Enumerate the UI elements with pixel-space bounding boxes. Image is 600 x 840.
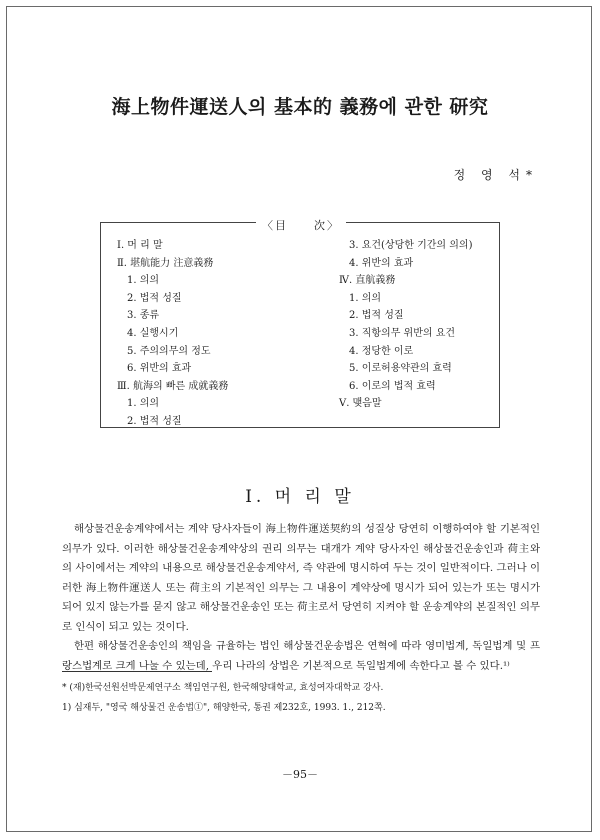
toc-right-column <box>339 237 472 413</box>
toc-item: 1. 의의 <box>349 292 382 304</box>
toc-item: Ⅲ. 航海의 빠른 成就義務 <box>117 380 229 392</box>
toc-item: 3. 요건(상당한 기간의 의의) <box>349 240 473 251</box>
footnote: * (재)한국선원선박문제연구소 책임연구원, 한국해양대학교, 효성여자대학교 강사. <box>62 683 384 693</box>
footnotes <box>62 678 542 718</box>
toc-left-column <box>117 237 228 431</box>
toc-item: 5. 주의의무의 정도 <box>127 345 211 357</box>
toc-item: 6. 위반의 효과 <box>127 363 192 375</box>
footnote: 1) 심재두, "영국 해상물건 운송법①", 해양한국, 통권 제232호, 1993. 1., 212쪽. <box>62 703 386 713</box>
toc-item: 3. 직항의무 위반의 요건 <box>349 327 456 339</box>
toc-item: Ⅱ. 堪航能力 注意義務 <box>117 257 214 269</box>
page-number: －95－ <box>282 768 318 781</box>
toc-item: Ⅳ. 直航義務 <box>339 275 396 287</box>
toc-item: 1. 의의 <box>127 398 160 410</box>
toc-item: 6. 이로의 법적 효력 <box>349 380 436 392</box>
toc-heading: 〈目 次〉 <box>256 219 346 232</box>
toc-item: 4. 위반의 효과 <box>349 257 414 269</box>
paper-title: 海上物件運送人의 基本的 義務에 관한 研究 <box>111 96 489 118</box>
toc-item: 4. 실행시기 <box>127 327 179 339</box>
toc-item: 2. 법적 성질 <box>127 292 182 304</box>
toc-item: 4. 정당한 이로 <box>349 345 414 357</box>
toc-heading-wrap <box>101 214 501 233</box>
toc-item: 1. 의의 <box>127 275 160 287</box>
toc-item: Ⅰ. 머 리 말 <box>117 240 163 251</box>
toc-item: Ⅴ. 맺음말 <box>339 398 382 410</box>
body-text <box>62 520 540 676</box>
toc-item: 2. 법적 성질 <box>127 415 182 427</box>
toc-item: 2. 법적 성질 <box>349 310 404 322</box>
footnote-divider <box>62 671 212 672</box>
section-heading: Ⅰ. 머 리 말 <box>245 487 355 507</box>
table-of-contents <box>100 219 500 428</box>
paragraph: 해상물건운송계약에서는 계약 당사자들이 海上物件運送契約의 성질상 당연히 이행하여야 할 기본적인 의무가 있다. 이러한 해상물건운송계약상의 권리 의무는 대개가 계약 당사자인 해상물건운송인과 荷主와의 사이에서는 계약의 내용으로 해상물건운송계약서, 즉 약관에 명시하여 두는 것이 일반적이다. 그러나 이러한 海上物件運送人 또는 荷主의 기본적인 의무는 그 내용이 계약상에 명시가 되어 있는가 또는 명시가 되어 있지 않는가를 묻지 않고 해상물건운송인 또는 荷主로서 당연히 지켜야 할 운송계약의 본질적인 의무로 인식이 되고 있는 것이다. <box>62 523 540 633</box>
author-name: 정 영 석* <box>453 168 538 182</box>
paragraph: 한편 해상물건운송인의 책임을 규율하는 법인 해상물건운송법은 연혁에 따라 영미법계, 독일법계 및 프랑스법계로 크게 나눌 수 있는데, 우리 나라의 상법은 기본적으로 독일법계에 속한다고 볼 수 있다.¹⁾ <box>62 640 540 672</box>
toc-item: 3. 종류 <box>127 310 160 322</box>
toc-item: 5. 이로허용약관의 효력 <box>349 363 452 375</box>
